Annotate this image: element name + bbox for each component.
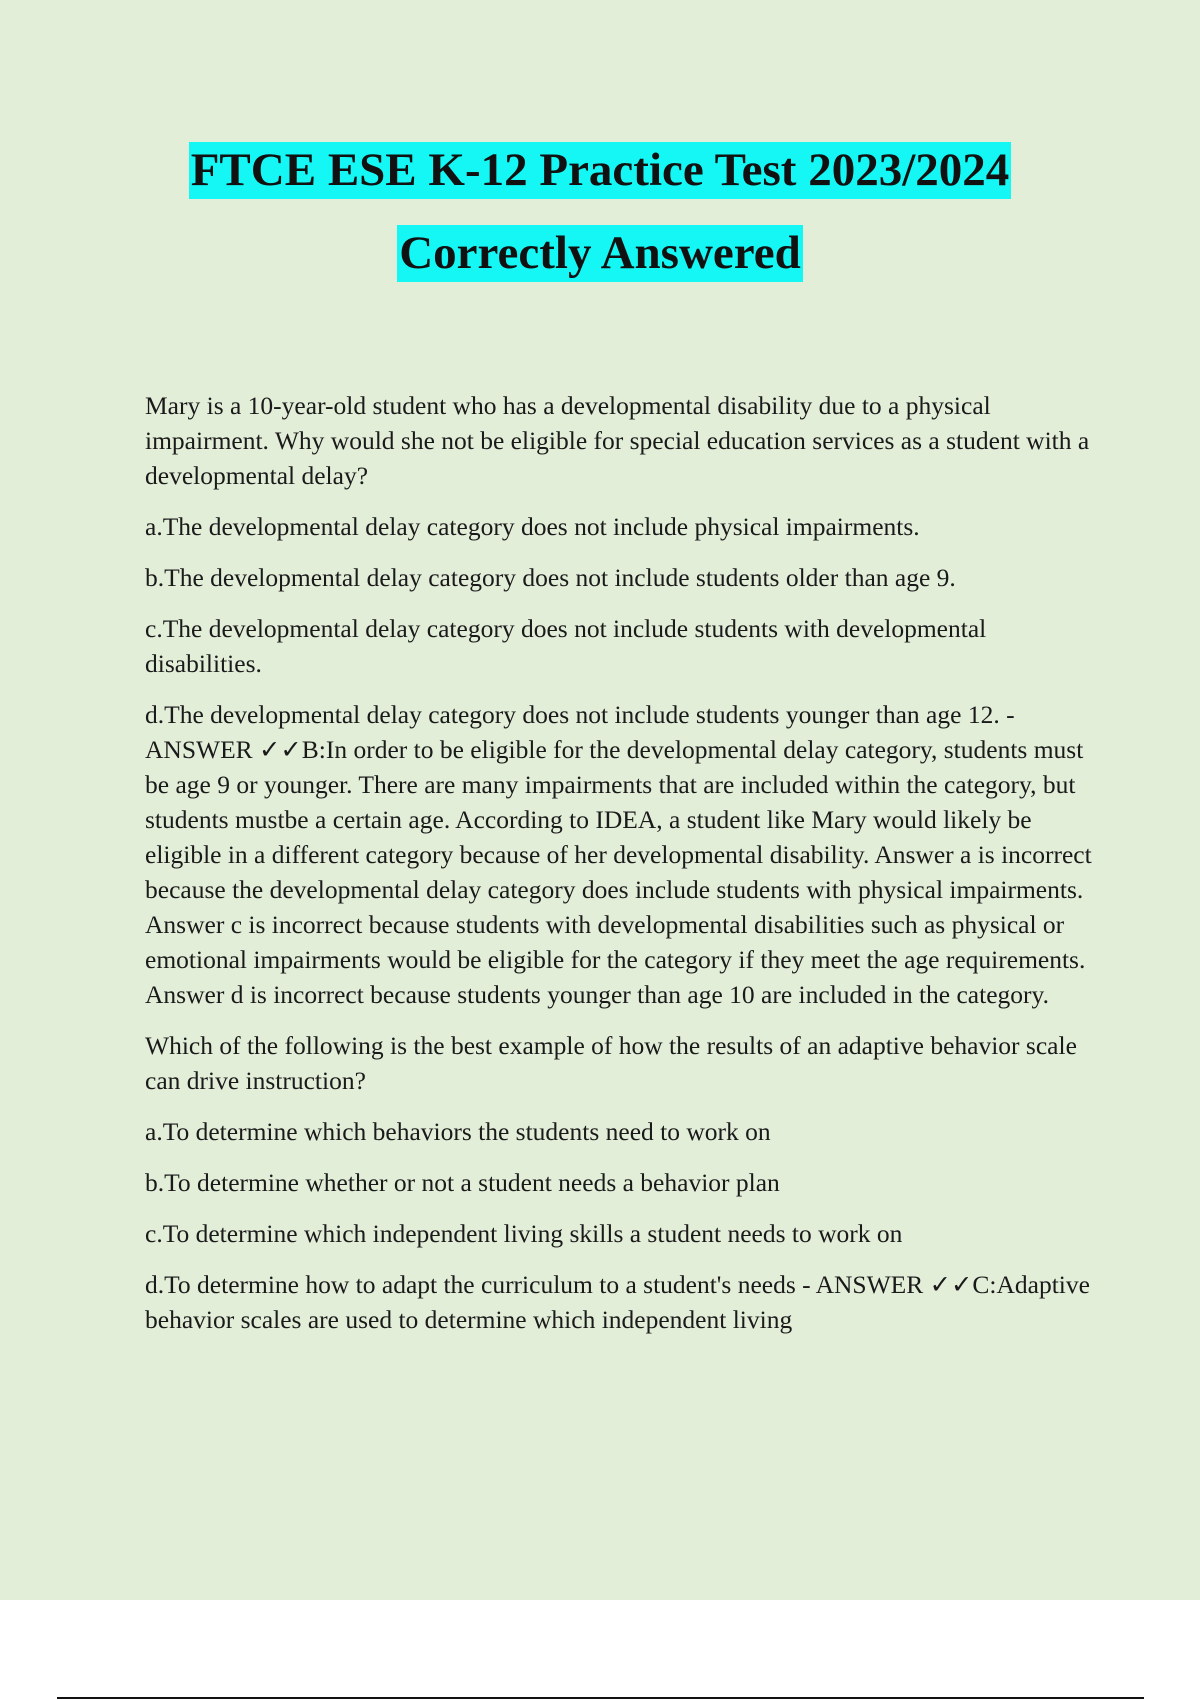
question-2-option-b: b.To determine whether or not a student needs a behavior plan (145, 1168, 780, 1197)
title-line-2: Correctly Answered (397, 225, 803, 282)
document-title (0, 142, 1200, 282)
question-1-option-d-answer: d.The developmental delay category does not include students younger than age 12. - ANSWER ✓✓B:In order to be eligible for the developmental delay category, students must be age 9 or younger. There are many impairments that are included within the category, but students mustbe a certain age. According to IDEA, a student like Mary would likely be eligible in a different category because of her developmental disability. Answer a is incorrect because the developmental delay category does include students with physical impairments. Answer c is incorrect because students with developmental disabilities such as physical or emotional impairments would be eligible for the category if they meet the age requirements. Answer d is incorrect because students younger than age 10 are included in the category. (145, 700, 1092, 1009)
question-2-option-c: c.To determine which independent living skills a student needs to work on (145, 1219, 903, 1248)
question-2-option-d-answer: d.To determine how to adapt the curriculum to a student's needs - ANSWER ✓✓C:Adaptive behavior scales are used to determine which independent living (145, 1270, 1090, 1334)
question-1-option-c: c.The developmental delay category does not include students with developmental disabilities. (145, 614, 987, 678)
question-2-prompt: Which of the following is the best example of how the results of an adaptive behavior scale can drive instruction? (145, 1031, 1077, 1095)
question-2-option-a: a.To determine which behaviors the students need to work on (145, 1117, 771, 1146)
document-body (145, 388, 1095, 1353)
question-1-option-a: a.The developmental delay category does not include physical impairments. (145, 512, 920, 541)
question-1-prompt: Mary is a 10-year-old student who has a developmental disability due to a physical impairment. Why would she not be eligible for special education services as a student with a developmental delay? (145, 391, 1090, 490)
title-line-1: FTCE ESE K-12 Practice Test 2023/2024 (189, 142, 1012, 199)
question-1-option-b: b.The developmental delay category does not include students older than age 9. (145, 563, 956, 592)
footer-divider (57, 1697, 1144, 1699)
